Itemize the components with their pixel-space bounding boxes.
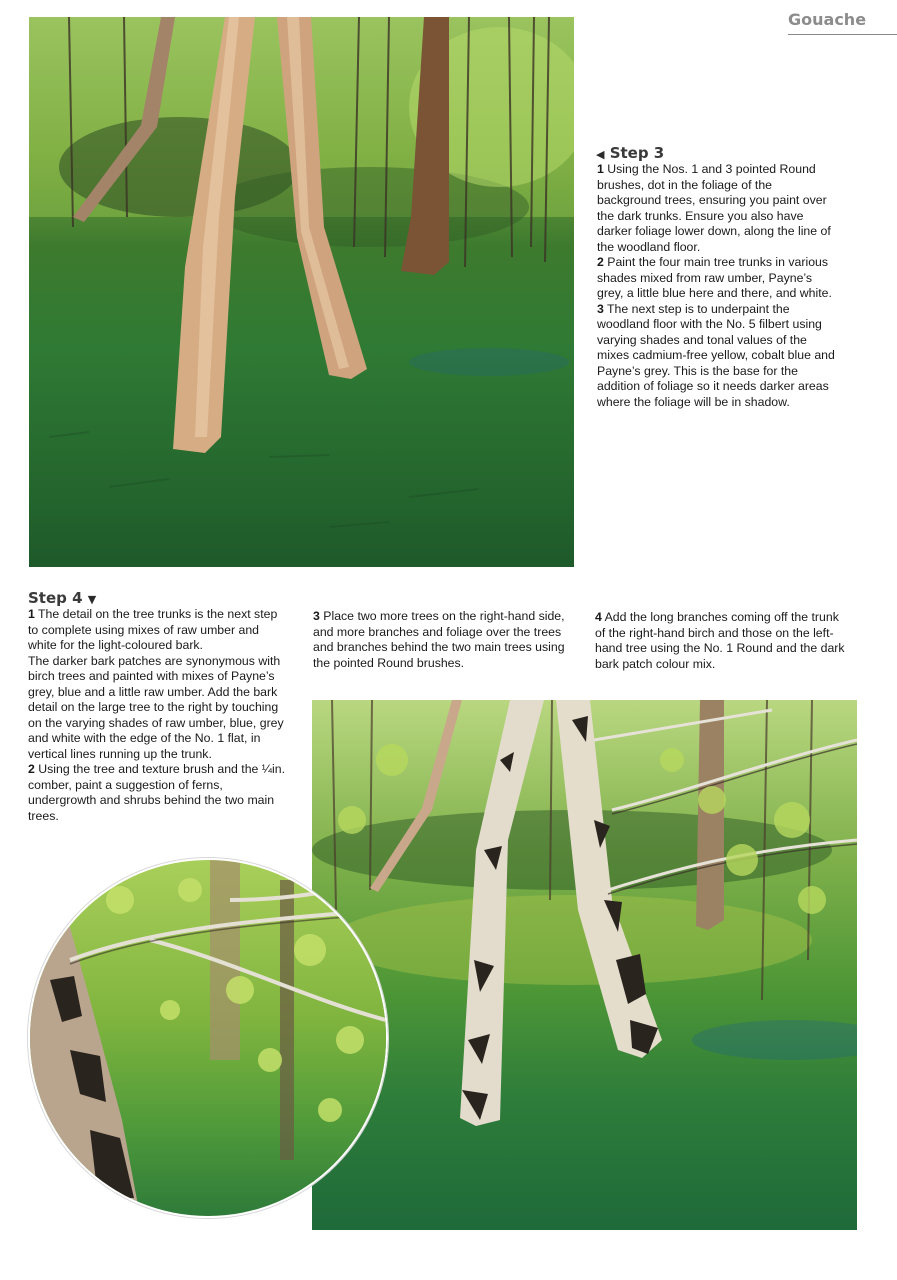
section-label: Gouache — [788, 10, 867, 29]
step4-column-1 — [28, 607, 286, 824]
step3-title: Step 3 — [609, 144, 665, 162]
step4-paragraph-4: 4 Add the long branches coming off the trunk of the right-hand birch and those on the left-hand tree using the No. 1 Round and the dark bark patch colour mix. — [595, 610, 845, 671]
step4-paragraph-1b: The darker bark patches are synonymous with birch trees and painted with mixes of Payne’s grey, blue and a little raw umber. Add the bark detail on the large tree to the right by touching on the varying shades of raw umber, blue, grey and white with the edge of the No. 1 flat, in vertical lines running up the trunk. — [28, 653, 284, 761]
step4-title: Step 4 — [28, 589, 83, 607]
step3-text — [597, 162, 837, 410]
detail-inset-circle — [28, 858, 388, 1218]
step4-paragraph-1: 1 The detail on the tree trunks is the next step to complete using mixes of raw umber and white for the light-coloured bark. — [28, 607, 278, 652]
step3-paragraph-1: 1 Using the Nos. 1 and 3 pointed Round brushes, dot in the foliage of the background trees, ensuring you paint over the dark trunks. Ensure you also have darker foliage lower down, along the line of the woodland floor. — [597, 162, 831, 254]
step3-painting — [29, 17, 574, 567]
step4-column-3 — [595, 610, 845, 672]
step4-paragraph-3: 3 Place two more trees on the right-hand side, and more branches and foliage over the trees and branches behind the two main trees using the pointed Round brushes. — [313, 609, 565, 670]
step3-paragraph-3: 3 The next step is to underpaint the woodland floor with the No. 5 filbert using varying shades and tonal values of the mixes cadmium-free yellow, cobalt blue and Payne’s grey. This is the base for the addition of foliage so it needs darker areas where the foliage will be in shadow. — [597, 301, 835, 409]
step4-painting — [312, 700, 857, 1230]
left-arrow-icon: ◀ — [596, 148, 605, 161]
step3-paragraph-2: 2 Paint the four main tree trunks in various shades mixed from raw umber, Payne’s grey, a little blue here and there, and white. — [597, 255, 832, 300]
step3-heading — [596, 144, 664, 162]
step4-column-2 — [313, 609, 569, 671]
step4-heading — [28, 589, 96, 607]
step4-paragraph-2: 2 Using the tree and texture brush and the ¼in. comber, paint a suggestion of ferns, undergrowth and shrubs behind the two main trees. — [28, 762, 286, 823]
down-arrow-icon: ▼ — [87, 593, 97, 606]
section-header — [788, 8, 897, 35]
